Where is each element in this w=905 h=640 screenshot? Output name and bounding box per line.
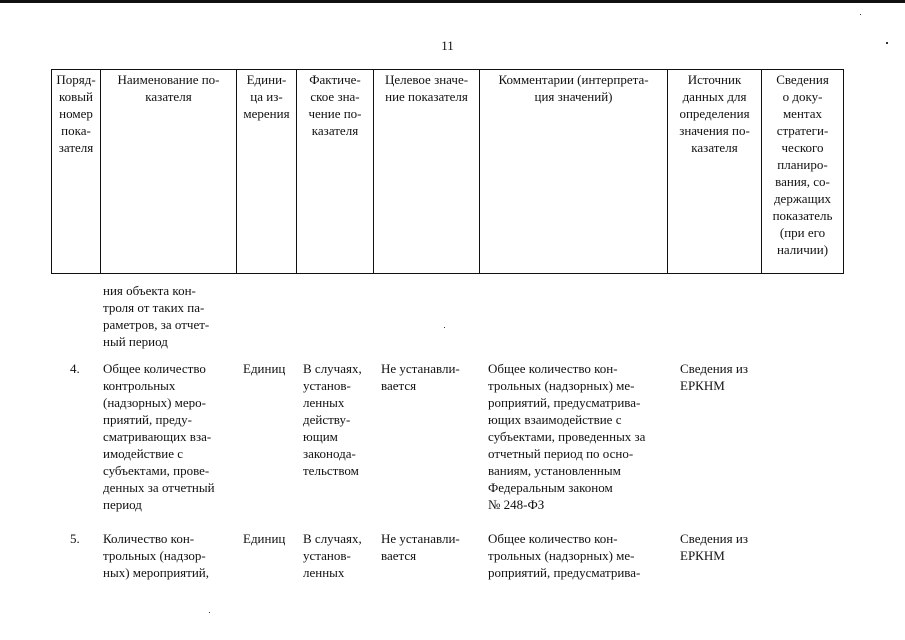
text-line: установ-: [303, 548, 351, 563]
header-strategic-documents: [762, 70, 844, 274]
text-line: ния объекта кон-: [103, 283, 196, 298]
text-line: вается: [381, 548, 417, 563]
text-line: ция значений): [534, 89, 613, 104]
text-line: Фактиче-: [309, 72, 361, 87]
text-line: Сведения из: [680, 361, 748, 376]
scan-speck: [860, 14, 861, 15]
scan-speck: [444, 327, 445, 328]
text-line: действу-: [303, 412, 351, 427]
text-line: данных для: [682, 89, 747, 104]
continued-indicator-text: [103, 282, 209, 350]
data-source: [680, 360, 748, 394]
text-line: имодействие с: [103, 446, 183, 461]
text-line: казателя: [691, 140, 738, 155]
text-line: денных за отчетный: [103, 480, 215, 495]
text-line: ковый: [59, 89, 93, 104]
text-line: субъектами, прове-: [103, 463, 210, 478]
text-line: роприятий, предусматрива-: [488, 565, 641, 580]
text-line: № 248-ФЗ: [488, 497, 545, 512]
text-line: казателя: [311, 123, 359, 138]
text-line: Едини-: [246, 72, 287, 87]
scan-speck: [209, 612, 210, 613]
text-line: приятий, преду-: [103, 412, 192, 427]
text-line: установ-: [303, 378, 351, 393]
text-line: В случаях,: [303, 531, 362, 546]
text-line: трольных (надзорных) ме-: [488, 378, 635, 393]
header-target-value: [374, 70, 480, 274]
text-line: пока-: [61, 123, 91, 138]
text-line: мерения: [243, 106, 290, 121]
text-line: (при его: [779, 225, 826, 240]
header-comments: [480, 70, 668, 274]
text-line: Общее количество кон-: [488, 531, 618, 546]
row-number: 4.: [70, 361, 80, 376]
text-line: контрольных: [103, 378, 176, 393]
text-line: В случаях,: [303, 361, 362, 376]
unit-of-measure: Единиц: [243, 531, 286, 546]
text-line: ние показателя: [385, 89, 468, 104]
row-number: 5.: [70, 531, 80, 546]
text-line: Поряд-: [56, 72, 96, 87]
indicator-name: [103, 530, 209, 581]
actual-value: [303, 360, 362, 479]
text-line: значения по-: [679, 123, 750, 138]
comment: [488, 360, 645, 513]
header-actual-value: [297, 70, 374, 274]
text-line: Сведения: [776, 72, 829, 87]
text-line: стратеги-: [776, 123, 829, 138]
text-line: планиро-: [777, 157, 828, 172]
text-line: ца из-: [250, 89, 283, 104]
unit-of-measure: Единиц: [243, 361, 286, 376]
page-number: 11: [441, 38, 454, 53]
text-line: отчетный период по осно-: [488, 446, 634, 461]
text-line: ющих взаимодействие с: [488, 412, 622, 427]
text-line: ментах: [782, 106, 823, 121]
text-line: ных) мероприятий,: [103, 565, 210, 580]
text-line: Федеральным законом: [488, 480, 613, 495]
text-line: держащих: [773, 191, 832, 206]
text-line: Наименование по-: [117, 72, 220, 87]
text-line: трольных (надзор-: [103, 548, 206, 563]
text-line: раметров, за отчет-: [103, 317, 210, 332]
target-value: [381, 530, 460, 564]
text-line: чение по-: [308, 106, 362, 121]
actual-value: [303, 530, 362, 581]
text-line: период: [103, 497, 142, 512]
indicator-table-header: [51, 69, 844, 274]
header-data-source: [668, 70, 762, 274]
header-ordinal-number: [52, 70, 101, 274]
target-value: [381, 360, 460, 394]
text-line: законода-: [303, 446, 356, 461]
text-line: ЕРКНМ: [680, 548, 725, 563]
text-line: тельством: [303, 463, 359, 478]
text-line: Количество кон-: [103, 531, 195, 546]
text-line: ленных: [303, 395, 345, 410]
text-line: роприятий, предусматрива-: [488, 395, 641, 410]
text-line: Не устанавли-: [381, 361, 460, 376]
text-line: Общее количество кон-: [488, 361, 618, 376]
header-unit-of-measure: [237, 70, 297, 274]
text-line: (надзорных) меро-: [103, 395, 206, 410]
text-line: ваниям, установленным: [488, 463, 621, 478]
text-line: Целевое значе-: [384, 72, 469, 87]
indicator-name: [103, 360, 215, 513]
text-line: Комментарии (интерпрета-: [498, 72, 649, 87]
text-line: вается: [381, 378, 417, 393]
text-line: субъектами, проведенных за: [488, 429, 646, 444]
text-line: номер: [59, 106, 93, 121]
text-line: Источник: [687, 72, 742, 87]
data-source: [680, 530, 748, 564]
text-line: Сведения из: [680, 531, 748, 546]
text-line: казателя: [145, 89, 192, 104]
text-line: о доку-: [782, 89, 823, 104]
text-line: ный период: [103, 334, 168, 349]
comment: [488, 530, 640, 581]
scan-speck: [886, 42, 888, 44]
text-line: ленных: [303, 565, 345, 580]
text-line: ское зна-: [310, 89, 360, 104]
text-line: троля от таких па-: [103, 300, 205, 315]
text-line: определения: [679, 106, 750, 121]
text-line: вания, со-: [775, 174, 830, 189]
header-indicator-name: [101, 70, 237, 274]
text-line: ЕРКНМ: [680, 378, 725, 393]
text-line: показатель: [772, 208, 833, 223]
top-border-line: [0, 0, 905, 3]
text-line: Не устанавли-: [381, 531, 460, 546]
text-line: зателя: [58, 140, 94, 155]
text-line: сматривающих вза-: [103, 429, 212, 444]
text-line: наличии): [776, 242, 829, 257]
text-line: ческого: [781, 140, 824, 155]
text-line: ющим: [303, 429, 338, 444]
text-line: Общее количество: [103, 361, 206, 376]
text-line: трольных (надзорных) ме-: [488, 548, 635, 563]
